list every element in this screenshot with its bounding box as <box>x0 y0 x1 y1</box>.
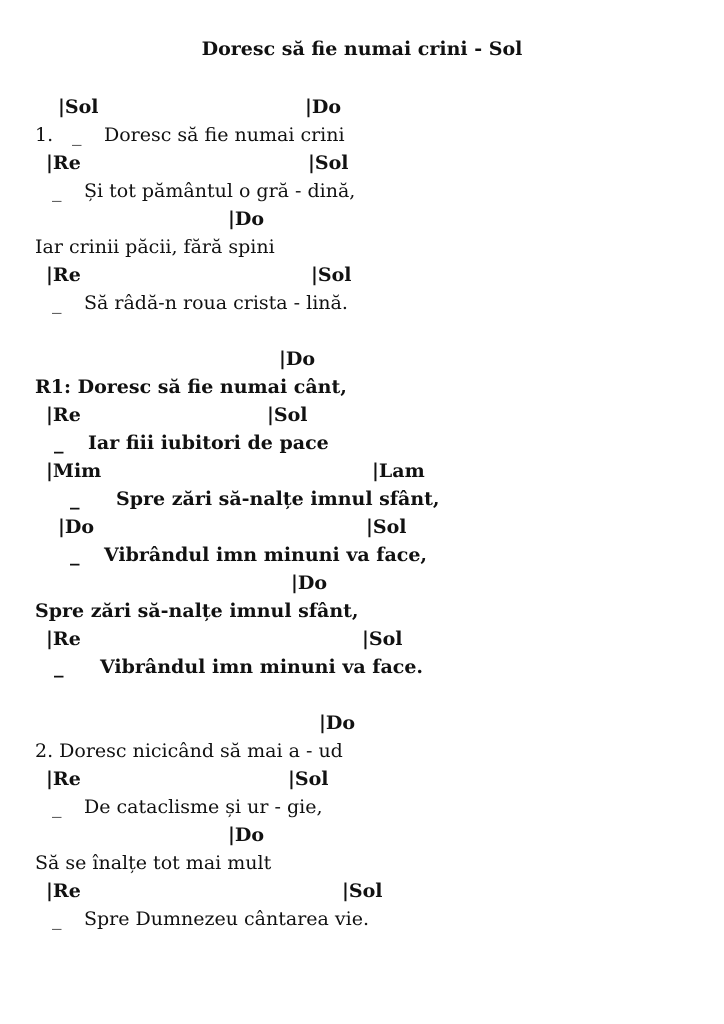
lyric-line: Spre Dumnezeu cântarea vie. <box>84 908 369 930</box>
beat-marker: _ <box>54 656 64 678</box>
chord: |Re <box>46 768 81 790</box>
chord: |Sol <box>288 768 329 790</box>
chord: |Do <box>279 348 316 370</box>
chord: |Re <box>46 628 81 650</box>
chord: |Sol <box>58 96 99 118</box>
refrain-line: R1: Doresc să fie numai cânt, <box>35 376 347 398</box>
lyric-line: Iar crinii păcii, fără spini <box>35 236 275 258</box>
chord: |Re <box>46 880 81 902</box>
chord: |Sol <box>308 152 349 174</box>
lyric-line: Să se înalțe tot mai mult <box>35 852 272 874</box>
chord: |Do <box>319 712 356 734</box>
refrain-line: Spre zări să-nalțe imnul sfânt, <box>35 600 359 622</box>
refrain-line: Spre zări să-nalțe imnul sfânt, <box>116 488 440 510</box>
beat-marker: _ <box>54 432 64 454</box>
chord: |Re <box>46 404 81 426</box>
chord: |Do <box>291 572 328 594</box>
chord: |Lam <box>372 460 425 482</box>
beat-marker: _ <box>52 796 62 818</box>
lyric-line: 2. Doresc nicicând să mai a - ud <box>35 740 343 762</box>
chord: |Re <box>46 264 81 286</box>
chord: |Do <box>58 516 95 538</box>
chord: |Do <box>305 96 342 118</box>
chord: |Sol <box>366 516 407 538</box>
chord: |Sol <box>311 264 352 286</box>
chord: |Sol <box>267 404 308 426</box>
chord: |Do <box>228 208 265 230</box>
chord: |Re <box>46 152 81 174</box>
lyric-line: Doresc să fie numai crini <box>104 124 345 146</box>
beat-marker: _ <box>52 908 62 930</box>
lyric-line: Și tot pământul o gră - dină, <box>84 180 356 202</box>
lyric-line: Să râdă-n roua crista - lină. <box>84 292 348 314</box>
beat-marker: _ <box>70 544 80 566</box>
chord: |Sol <box>342 880 383 902</box>
beat-marker: _ <box>52 180 62 202</box>
beat-marker: _ <box>70 488 80 510</box>
beat-marker: _ <box>72 124 82 146</box>
song-title: Doresc să fie numai crini - Sol <box>201 38 523 60</box>
lyric-line: De cataclisme și ur - gie, <box>84 796 323 818</box>
refrain-line: Vibrândul imn minuni va face, <box>104 544 428 566</box>
chord: |Sol <box>362 628 403 650</box>
verse-number: 1. <box>35 124 54 146</box>
refrain-line: Vibrândul imn minuni va face. <box>100 656 424 678</box>
refrain-line: Iar fiii iubitori de pace <box>88 432 329 454</box>
beat-marker: _ <box>52 292 62 314</box>
chord: |Do <box>228 824 265 846</box>
chord: |Mim <box>46 460 102 482</box>
